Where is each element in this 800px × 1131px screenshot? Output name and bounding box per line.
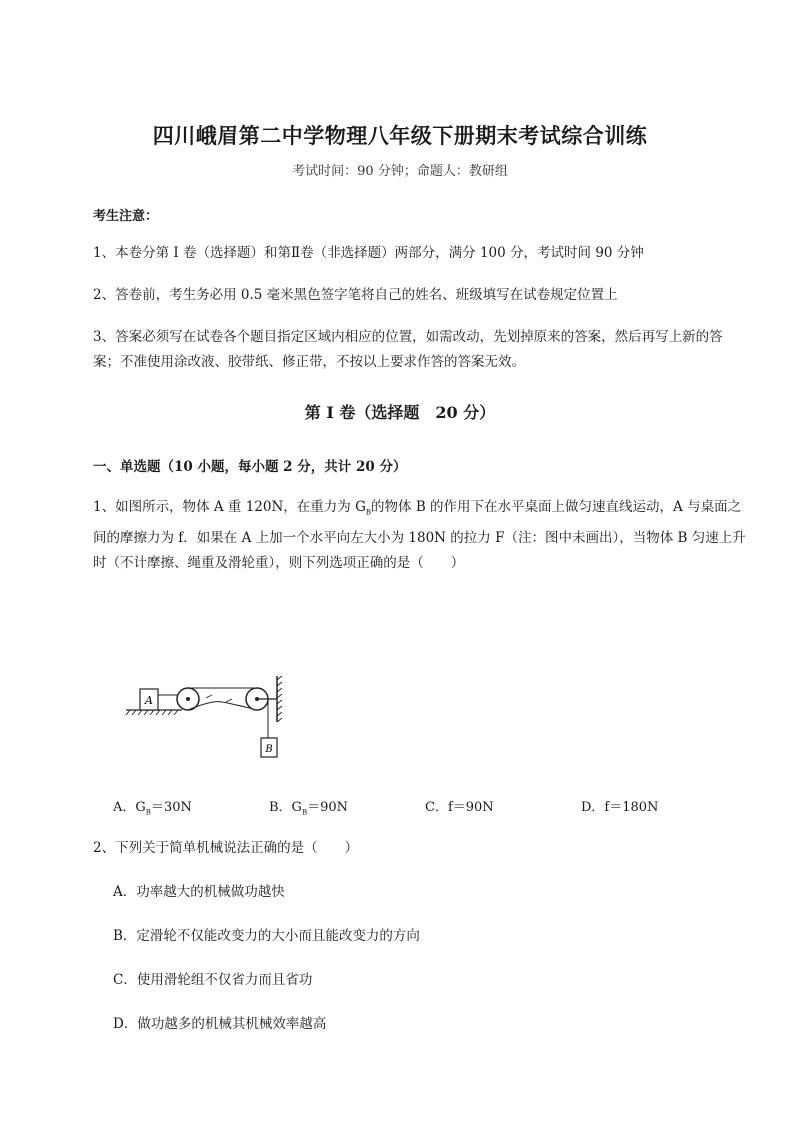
notice-item-2: 2、答卷前，考生务必用 0.5 毫米黑色签字笔将自己的姓名、班级填写在试卷规定位置上 (93, 287, 618, 303)
question-2-text: 2、下列关于简单机械说法正确的是（ ） (93, 840, 359, 856)
q1-option-b-pre: B．G (269, 800, 302, 815)
q1-option-c-text: C．f＝90N (425, 800, 494, 815)
block-b-label: B (265, 744, 273, 755)
q2-option-c[interactable]: C．使用滑轮组不仅省力而且省功 (113, 972, 313, 988)
rope-twist (206, 695, 232, 702)
q1-option-d-text: D．f＝180N (581, 800, 659, 815)
section-title: 第 I 卷（选择题 20 分） (304, 403, 496, 422)
pulley-figure (122, 672, 292, 764)
q1-option-d[interactable] (581, 796, 658, 815)
q1-text-pre: 1、如图所示，物体 A 重 120N，在重力为 G (93, 499, 366, 515)
q2-option-d[interactable]: D．做功越多的机械其机械效率越高 (113, 1016, 327, 1032)
q2-option-a[interactable]: A．功率越大的机械做功越快 (113, 884, 285, 900)
block-a-label: A (145, 694, 153, 707)
notice-item-3: 3、答案必须写在试卷各个题目指定区域内相应的位置，如需改动，先划掉原来的答案，然后再写上新的答案；不准使用涂改液、胶带纸、修正带，不按以上要求作答的答案无效。 (93, 329, 723, 370)
exam-title: 四川峨眉第二中学物理八年级下册期末考试综合训练 (152, 123, 648, 148)
q1-text-post: 的物体 B 的作用下在水平桌面上做匀速直线运动，A 与桌面之间的摩擦力为 f．如果在 A 上加一个水平向左大小为 180N 的拉力 F（注：图中未画出），当物体 B 匀速上升时（不计摩擦、绳重及滑轮重），则下列选项正确的是（ ） (93, 499, 746, 571)
q1-option-a-post: ＝30N (150, 800, 192, 815)
q1-option-b-sub: B (301, 808, 308, 817)
q1-option-c[interactable] (425, 796, 494, 815)
q1-option-b[interactable] (269, 796, 348, 817)
exam-subtitle: 考试时间：90 分钟；命题人：教研组 (292, 164, 508, 179)
notice-item-1: 1、本卷分第 I 卷（选择题）和第Ⅱ卷（非选择题）两部分，满分 100 分，考试时间 90 分钟 (93, 245, 644, 261)
q1-option-a[interactable] (113, 796, 192, 817)
q1-option-a-pre: A．G (113, 800, 146, 815)
moving-pulley-axle (186, 697, 190, 701)
ground-hatch (126, 710, 178, 715)
q1-option-b-post: ＝90N (307, 800, 349, 815)
q1-option-a-sub: B (145, 808, 151, 817)
notice-heading: 考生注意： (93, 209, 159, 224)
question-1-text (93, 495, 748, 576)
part-heading: 一、单选题（10 小题，每小题 2 分，共计 20 分） (93, 459, 407, 475)
q2-option-b[interactable]: B．定滑轮不仅能改变力的大小而且能改变力的方向 (113, 928, 420, 944)
q1-text-sub: B (365, 508, 372, 517)
